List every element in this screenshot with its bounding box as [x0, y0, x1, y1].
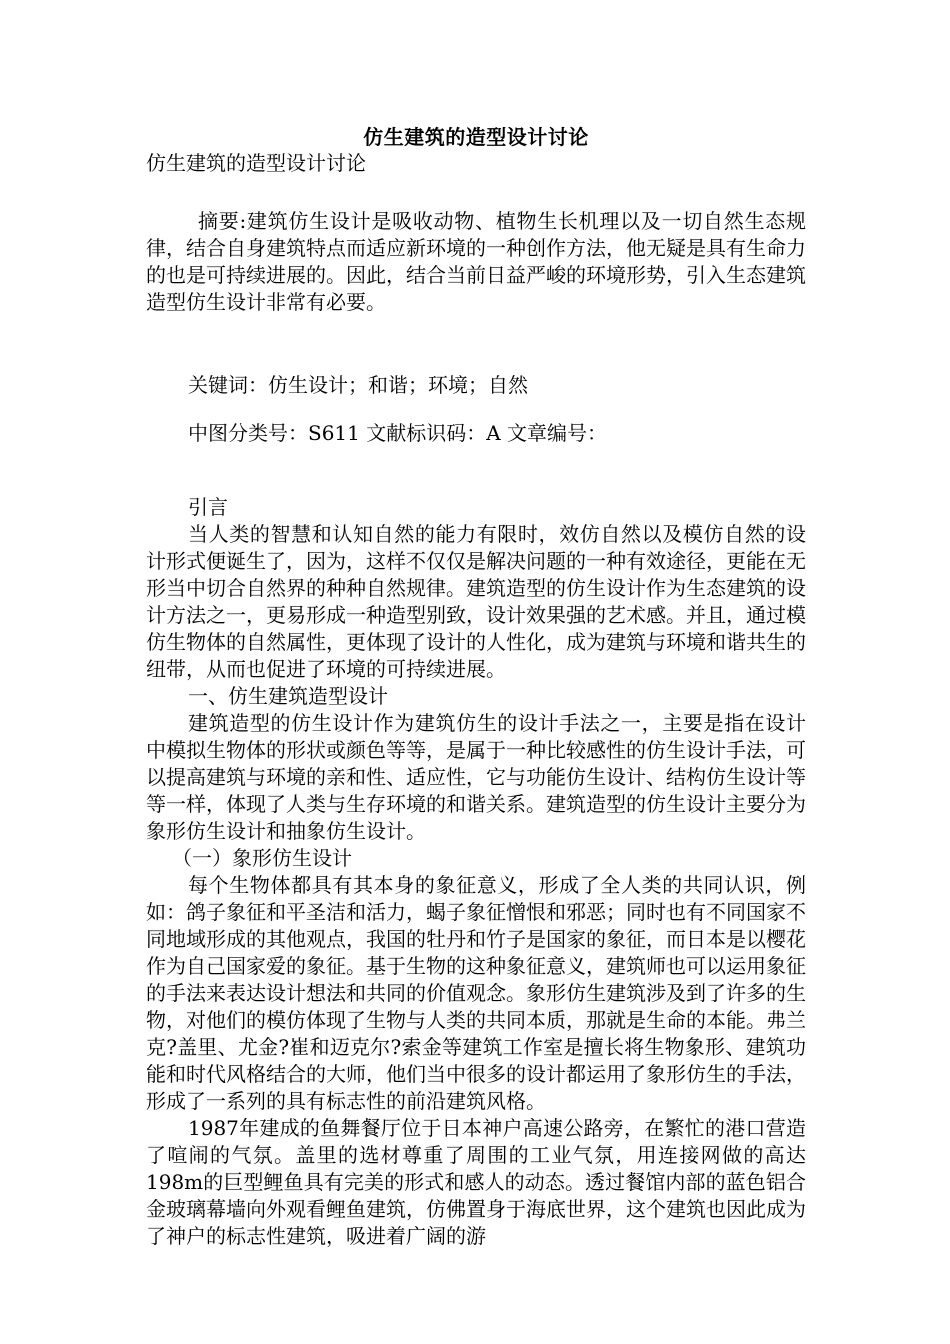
- subsection-1-heading: （一）象形仿生设计: [172, 846, 352, 870]
- abstract-paragraph: 摘要:建筑仿生设计是吸收动物、植物生长机理以及一切自然生态规律，结合自身建筑特点而适应新环境的一种创作方法，他无疑是具有生命力的也是可持续进展的。因此，结合当前日益严峻的环境形势，引入生态建筑造型仿生设计非常有必要。: [146, 209, 806, 314]
- intro-paragraph: 当人类的智慧和认知自然的能力有限时，效仿自然以及模仿自然的设计形式便诞生了，因为，这样不仅仅是解决问题的一种有效途径，更能在无形当中切合自然界的种种自然规律。建筑造型的仿生设计作为生态建筑的设计方法之一，更易形成一种造型别致，设计效果强的艺术感。并且，通过模仿生物体的自然属性，更体现了设计的人性化，成为建筑与环境和谐共生的纽带，从而也促进了环境的可持续进展。: [146, 522, 806, 681]
- subsection-1-paragraph-2: 1987年建成的鱼舞餐厅位于日本神户高速公路旁，在繁忙的港口营造了喧闹的气氛。盖里的选材尊重了周围的工业气氛，用连接网做的高达198m的巨型鲤鱼具有完美的形式和感人的动态。透过餐馆内部的蓝色铝合金玻璃幕墙向外观看鲤鱼建筑，仿佛置身于海底世界，这个建筑也因此成为了神户的标志性建筑，吸进着广阔的游: [146, 1116, 806, 1248]
- intro-heading: 引言: [188, 495, 228, 519]
- section-1-heading: 一、仿生建筑造型设计: [188, 684, 388, 708]
- document-title: 仿生建筑的造型设计讨论: [363, 125, 589, 149]
- subsection-1-paragraph-1: 每个生物体都具有其本身的象征意义，形成了全人类的共同认识，例如：鸽子象征和平圣洁和活力，蝎子象征憎恨和邪恶；同时也有不同国家不同地域形成的其他观点，我国的牡丹和竹子是国家的象征，而日本是以樱花作为自己国家爱的象征。基于生物的这种象征意义，建筑师也可以运用象征的手法来表达设计想法和共同的价值观念。象形仿生建筑涉及到了许多的生物，对他们的模仿体现了生物与人类的共同本质，那就是生命的本能。弗兰克?盖里、尤金?崔和迈克尔?索金等建筑工作室是擅长将生物象形、建筑功能和时代风格结合的大师，他们当中很多的设计都运用了象形仿生的手法，形成了一系列的具有标志性的前沿建筑风格。: [146, 873, 806, 1113]
- section-1-paragraph: 建筑造型的仿生设计作为建筑仿生的设计手法之一，主要是指在设计中模拟生物体的形状或颜色等等，是属于一种比较感性的仿生设计手法，可以提高建筑与环境的亲和性、适应性，它与功能仿生设计、结构仿生设计等等一样，体现了人类与生存环境的和谐关系。建筑造型的仿生设计主要分为象形仿生设计和抽象仿生设计。: [146, 711, 806, 843]
- document-subtitle: 仿生建筑的造型设计讨论: [146, 151, 366, 175]
- body-text: [146, 494, 806, 1250]
- keywords-line: 关键词：仿生设计；和谐；环境；自然: [188, 373, 528, 397]
- classification-line: 中图分类号：S611 文献标识码：A 文章编号：: [188, 421, 608, 445]
- document-content: [146, 124, 806, 1250]
